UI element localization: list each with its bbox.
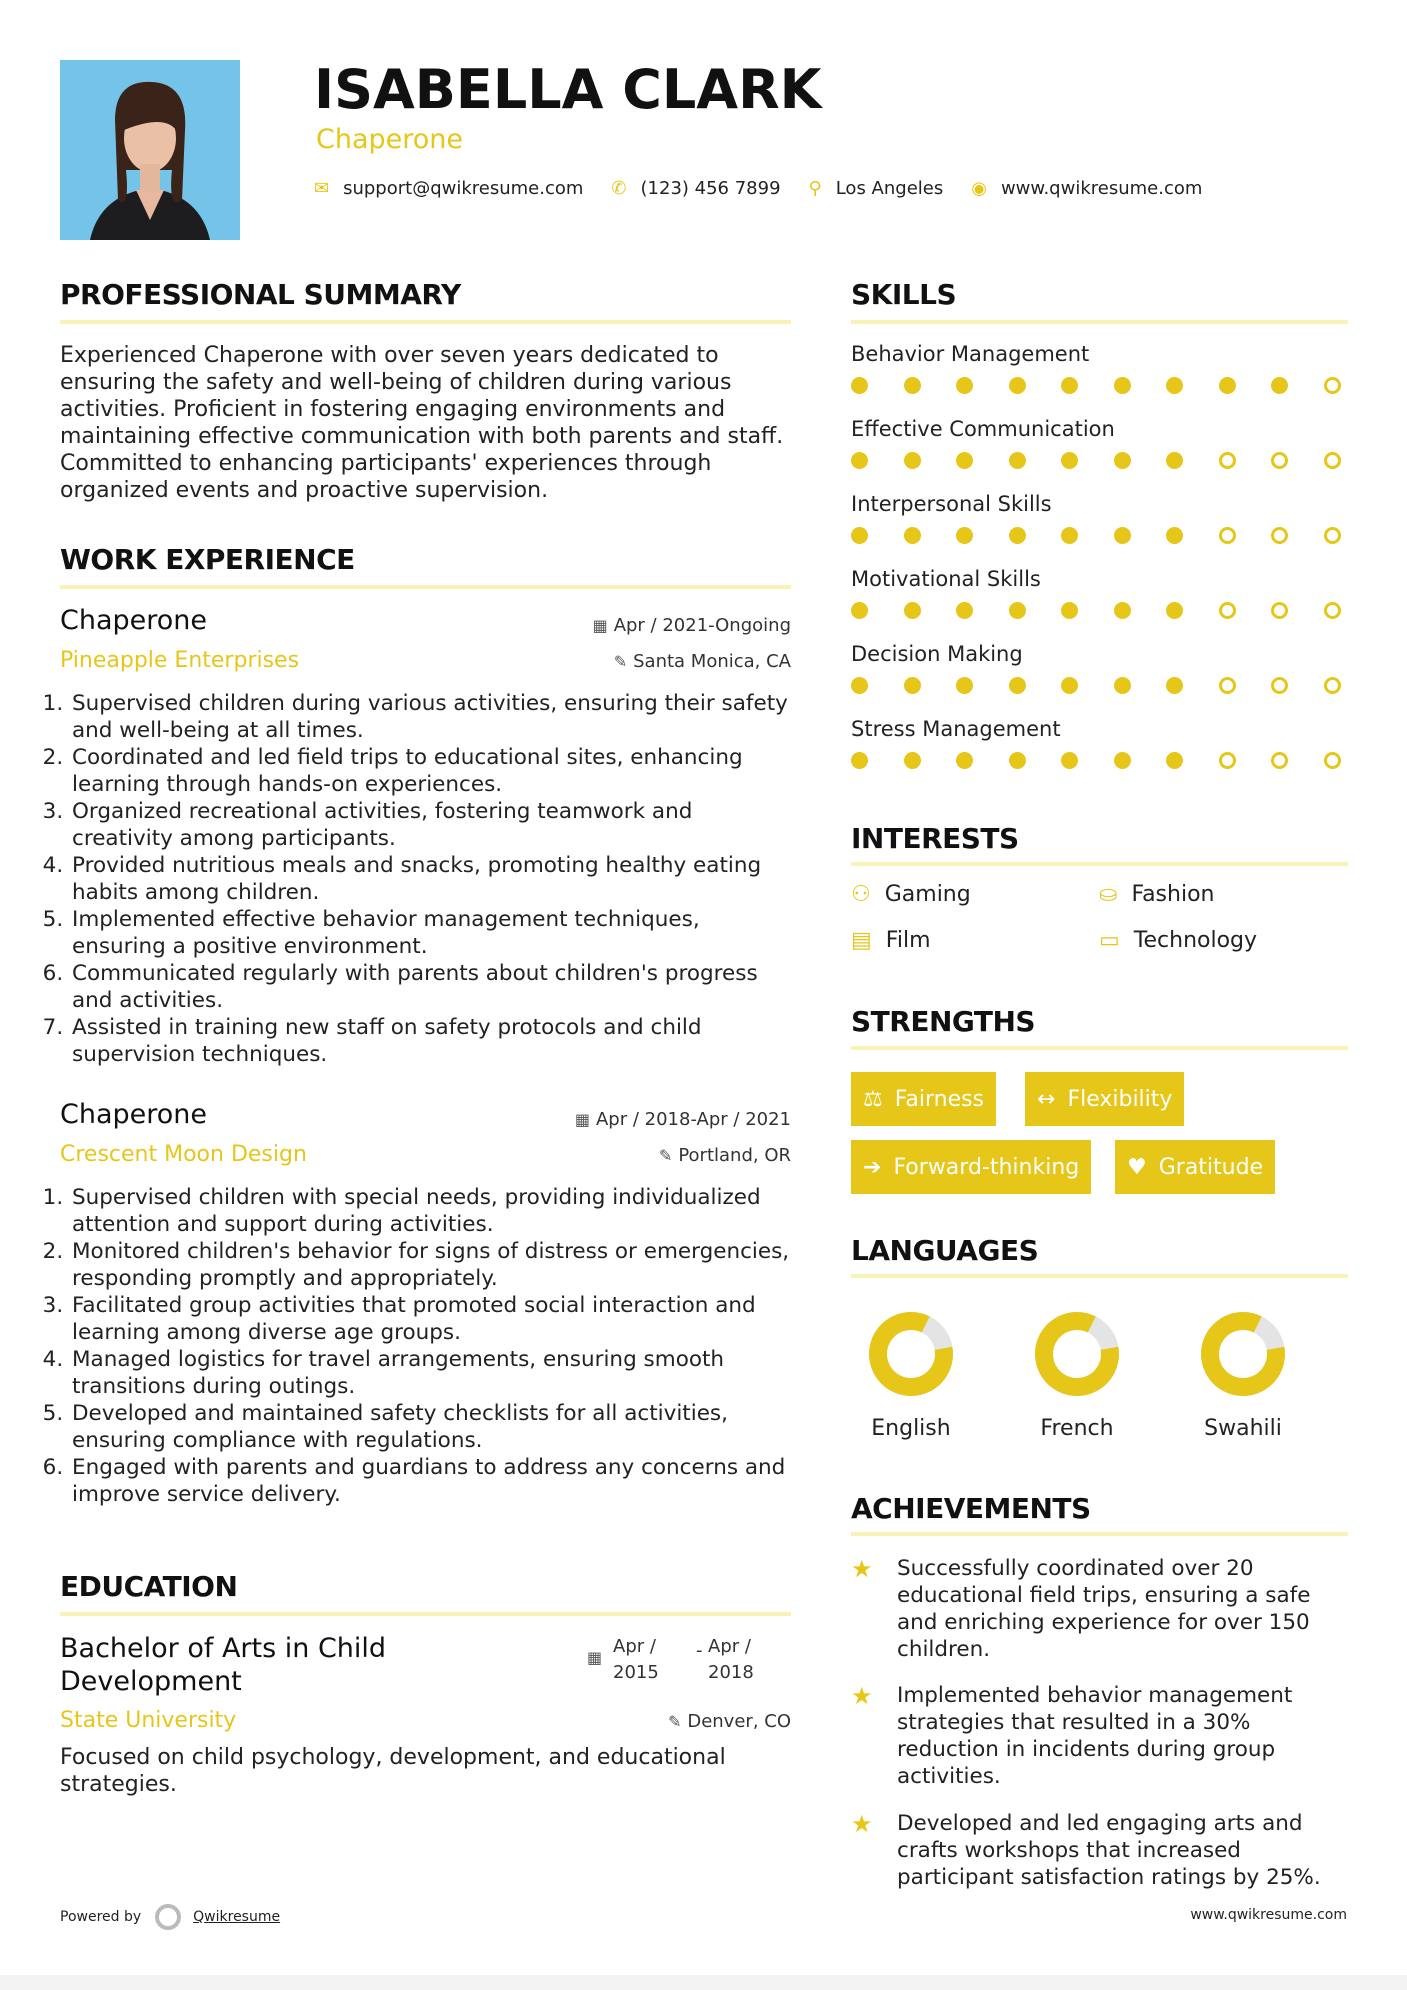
skill-rating xyxy=(851,677,1341,694)
skill-row xyxy=(851,492,1341,544)
list-item: 5. Developed and maintained safety checklists for all activities, ensuring compliance with regulations. xyxy=(70,1400,797,1454)
rating-dot-filled xyxy=(904,602,921,619)
arrows-icon: ↔ xyxy=(1037,1086,1056,1112)
job-location-text: Santa Monica, CA xyxy=(633,651,791,672)
rating-dot-filled xyxy=(1061,452,1078,469)
pin-icon: ✎ xyxy=(613,652,628,671)
footer-brand-link[interactable]: Qwikresume xyxy=(193,1909,281,1925)
job-duties xyxy=(52,1184,797,1508)
rating-dot-empty xyxy=(1271,527,1288,544)
star-icon: ★ xyxy=(851,1810,873,1838)
list-item: 3. Facilitated group activities that promoted social interaction and learning among diverse age groups. xyxy=(70,1292,797,1346)
education-heading: EDUCATION xyxy=(60,1570,238,1603)
rating-dot-filled xyxy=(1061,677,1078,694)
rating-dot-empty xyxy=(1271,452,1288,469)
languages-heading: LANGUAGES xyxy=(851,1234,1039,1267)
section-divider xyxy=(851,320,1348,324)
rating-dot-filled xyxy=(1219,377,1236,394)
contact-bar xyxy=(314,178,1230,199)
interest-label: Technology xyxy=(1133,928,1258,953)
rating-dot-empty xyxy=(1219,527,1236,544)
job-location xyxy=(659,1145,791,1166)
rating-dot-empty xyxy=(1324,677,1341,694)
achievement-item xyxy=(851,1682,1348,1790)
job-dates-text: Apr / 2021-Ongoing xyxy=(613,615,791,636)
strength-badge xyxy=(1115,1140,1275,1194)
language-donut xyxy=(866,1309,956,1399)
skill-row xyxy=(851,717,1341,769)
language-donut xyxy=(1032,1309,1122,1399)
rating-dot-filled xyxy=(851,752,868,769)
interests-heading: INTERESTS xyxy=(851,822,1019,855)
arrow-right-icon: ➔ xyxy=(863,1154,882,1180)
rating-dot-filled xyxy=(1114,452,1131,469)
rating-dot-empty xyxy=(1271,602,1288,619)
achievement-text: Developed and led engaging arts and crafts workshops that increased participant satisfaction ratings by 25%. xyxy=(897,1811,1321,1890)
section-divider xyxy=(60,320,791,324)
laptop-icon: ▭ xyxy=(1099,928,1120,953)
skill-name: Motivational Skills xyxy=(851,567,1041,591)
strengths-heading: STRENGTHS xyxy=(851,1005,1036,1038)
rating-dot-filled xyxy=(1009,452,1026,469)
list-item: 4. Provided nutritious meals and snacks, promoting healthy eating habits among children. xyxy=(70,852,797,906)
powered-by-label: Powered by xyxy=(60,1909,142,1925)
job-company: Pineapple Enterprises xyxy=(60,648,300,673)
list-item: 1. Supervised children during various activities, ensuring their safety and well-being at all times. xyxy=(70,690,797,744)
skill-rating xyxy=(851,527,1341,544)
contact-location: Los Angeles xyxy=(835,178,944,199)
rating-dot-filled xyxy=(1061,527,1078,544)
footer-site[interactable]: www.qwikresume.com xyxy=(1190,1907,1347,1923)
strength-label: Flexibility xyxy=(1067,1086,1173,1112)
rating-dot-filled xyxy=(851,602,868,619)
date-separator: - xyxy=(696,1640,703,1661)
interest-fashion xyxy=(1099,882,1214,907)
map-pin-icon: ⚲ xyxy=(808,178,822,199)
skill-name: Effective Communication xyxy=(851,417,1115,441)
phone-icon: ✆ xyxy=(611,178,627,199)
rating-dot-filled xyxy=(1166,527,1183,544)
degree-title: Bachelor of Arts in Child Development xyxy=(60,1633,387,1697)
star-icon: ★ xyxy=(851,1555,873,1583)
globe-icon: ◉ xyxy=(971,178,987,199)
language-label: Swahili xyxy=(1204,1416,1282,1441)
achievement-text: Implemented behavior management strategies that resulted in a 30% reduction in incidents during group activities. xyxy=(897,1683,1293,1789)
strength-badge xyxy=(851,1072,996,1126)
rating-dot-filled xyxy=(1061,377,1078,394)
rating-dot-empty xyxy=(1219,452,1236,469)
contact-email[interactable]: support@qwikresume.com xyxy=(343,178,584,199)
skill-rating xyxy=(851,752,1341,769)
job-duties xyxy=(52,690,797,1068)
section-divider xyxy=(851,1274,1348,1278)
rating-dot-filled xyxy=(956,452,973,469)
summary-heading: PROFESSIONAL SUMMARY xyxy=(60,278,461,311)
rating-dot-filled xyxy=(1114,377,1131,394)
page-bottom-band xyxy=(0,1975,1407,1990)
language-label: French xyxy=(1040,1416,1114,1441)
rating-dot-filled xyxy=(1166,752,1183,769)
rating-dot-filled xyxy=(1166,452,1183,469)
rating-dot-filled xyxy=(956,677,973,694)
pin-icon: ✎ xyxy=(658,1146,673,1165)
interest-label: Film xyxy=(885,928,931,953)
rating-dot-filled xyxy=(1009,677,1026,694)
skill-rating xyxy=(851,452,1341,469)
rating-dot-empty xyxy=(1324,602,1341,619)
pin-icon: ✎ xyxy=(667,1712,682,1731)
rating-dot-filled xyxy=(1009,377,1026,394)
rating-dot-filled xyxy=(1166,677,1183,694)
strength-label: Fairness xyxy=(894,1086,985,1112)
section-divider xyxy=(851,862,1348,866)
job-dates xyxy=(593,615,791,636)
achievement-item xyxy=(851,1810,1348,1891)
school-name: State University xyxy=(60,1708,237,1733)
list-item: 1. Supervised children with special needs, providing individualized attention and support during activities. xyxy=(70,1184,797,1238)
calendar-icon: ▦ xyxy=(574,1110,590,1129)
summary-text: Experienced Chaperone with over seven years dedicated to ensuring the safety and well-being of children during various activities. Proficient in fostering engaging environments and maintaining effective communication with both parents and staff. Committed to enhancing participants' experiences through organized events and proactive supervision. xyxy=(60,343,784,503)
rating-dot-filled xyxy=(1271,377,1288,394)
interest-technology xyxy=(1099,928,1257,953)
film-icon: ▤ xyxy=(851,928,872,953)
list-item: 7. Assisted in training new staff on safety protocols and child supervision techniques. xyxy=(70,1014,797,1068)
strength-label: Forward-thinking xyxy=(893,1154,1080,1180)
interest-label: Fashion xyxy=(1131,882,1215,907)
skill-name: Decision Making xyxy=(851,642,1023,666)
skill-row xyxy=(851,642,1341,694)
calendar-icon: ▦ xyxy=(587,1648,603,1667)
rating-dot-filled xyxy=(851,452,868,469)
rating-dot-filled xyxy=(1166,377,1183,394)
rating-dot-empty xyxy=(1324,452,1341,469)
interest-label: Gaming xyxy=(884,882,971,907)
strength-label: Gratitude xyxy=(1158,1154,1264,1180)
skill-name: Interpersonal Skills xyxy=(851,492,1052,516)
experience-heading: WORK EXPERIENCE xyxy=(60,543,355,576)
calendar-icon: ▦ xyxy=(592,616,608,635)
rating-dot-filled xyxy=(1114,752,1131,769)
language-donut xyxy=(1198,1309,1288,1399)
skill-name: Behavior Management xyxy=(851,342,1090,366)
envelope-icon: ✉ xyxy=(314,178,330,199)
rating-dot-filled xyxy=(904,452,921,469)
section-divider xyxy=(851,1046,1348,1050)
skill-row xyxy=(851,417,1341,469)
rating-dot-filled xyxy=(956,602,973,619)
list-item: 6. Communicated regularly with parents about children's progress and activities. xyxy=(70,960,797,1014)
list-item: 2. Monitored children's behavior for signs of distress or emergencies, responding promptly and appropriately. xyxy=(70,1238,797,1292)
rating-dot-filled xyxy=(956,527,973,544)
contact-website[interactable]: www.qwikresume.com xyxy=(1000,178,1203,199)
rating-dot-filled xyxy=(904,752,921,769)
education-start: Apr / 2015 xyxy=(613,1636,659,1683)
interest-film xyxy=(851,928,931,953)
rating-dot-filled xyxy=(851,527,868,544)
interest-gaming xyxy=(851,882,971,907)
rating-dot-filled xyxy=(1114,677,1131,694)
rating-dot-filled xyxy=(1061,602,1078,619)
rating-dot-empty xyxy=(1219,677,1236,694)
education-location xyxy=(668,1711,791,1732)
skills-heading: SKILLS xyxy=(851,278,957,311)
strength-badge xyxy=(851,1140,1091,1194)
education-description: Focused on child psychology, development, and educational strategies. xyxy=(60,1745,726,1797)
candidate-title: Chaperone xyxy=(316,124,464,155)
skill-row xyxy=(851,342,1341,394)
skill-rating xyxy=(851,602,1341,619)
bag-icon: ⛀ xyxy=(1099,882,1118,907)
footer-powered-by xyxy=(60,1904,280,1930)
job-dates xyxy=(575,1109,791,1130)
scale-icon: ⚖ xyxy=(863,1086,883,1112)
strength-badge xyxy=(1025,1072,1184,1126)
rating-dot-filled xyxy=(904,677,921,694)
rating-dot-filled xyxy=(956,752,973,769)
list-item: 2. Coordinated and led field trips to educational sites, enhancing learning through hands-on experiences. xyxy=(70,744,797,798)
profile-photo xyxy=(60,60,240,240)
achievement-text: Successfully coordinated over 20 educational field trips, ensuring a safe and enriching experience for over 150 children. xyxy=(897,1556,1311,1662)
education-end: Apr / 2018 xyxy=(708,1636,754,1683)
section-divider xyxy=(851,1532,1348,1536)
rating-dot-filled xyxy=(904,377,921,394)
qwikresume-logo-icon xyxy=(155,1904,181,1930)
rating-dot-filled xyxy=(851,677,868,694)
skill-rating xyxy=(851,377,1341,394)
job-dates-text: Apr / 2018-Apr / 2021 xyxy=(595,1109,791,1130)
list-item: 6. Engaged with parents and guardians to address any concerns and improve service delivery. xyxy=(70,1454,797,1508)
job-location xyxy=(614,651,791,672)
rating-dot-empty xyxy=(1271,677,1288,694)
heart-icon: ♥ xyxy=(1127,1154,1147,1180)
gamepad-icon: ⚇ xyxy=(851,882,871,907)
rating-dot-filled xyxy=(904,527,921,544)
skill-row xyxy=(851,567,1341,619)
rating-dot-filled xyxy=(851,377,868,394)
achievements-heading: ACHIEVEMENTS xyxy=(851,1492,1091,1525)
rating-dot-filled xyxy=(956,377,973,394)
rating-dot-empty xyxy=(1324,752,1341,769)
candidate-name: ISABELLA CLARK xyxy=(314,58,822,121)
achievement-item xyxy=(851,1555,1348,1663)
job-location-text: Portland, OR xyxy=(678,1145,791,1166)
list-item: 5. Implemented effective behavior management techniques, ensuring a positive environment. xyxy=(70,906,797,960)
rating-dot-filled xyxy=(1114,527,1131,544)
skill-name: Stress Management xyxy=(851,717,1061,741)
star-icon: ★ xyxy=(851,1682,873,1710)
list-item: 3. Organized recreational activities, fostering teamwork and creativity among participants. xyxy=(70,798,797,852)
rating-dot-filled xyxy=(1114,602,1131,619)
rating-dot-empty xyxy=(1271,752,1288,769)
rating-dot-filled xyxy=(1009,527,1026,544)
job-title: Chaperone xyxy=(60,1099,208,1130)
rating-dot-filled xyxy=(1009,602,1026,619)
rating-dot-empty xyxy=(1324,377,1341,394)
list-item: 4. Managed logistics for travel arrangements, ensuring smooth transitions during outings. xyxy=(70,1346,797,1400)
rating-dot-empty xyxy=(1219,752,1236,769)
section-divider xyxy=(60,1612,791,1616)
job-company: Crescent Moon Design xyxy=(60,1142,307,1167)
rating-dot-filled xyxy=(1061,752,1078,769)
rating-dot-empty xyxy=(1324,527,1341,544)
rating-dot-filled xyxy=(1009,752,1026,769)
language-label: English xyxy=(871,1416,951,1441)
rating-dot-empty xyxy=(1219,602,1236,619)
job-title: Chaperone xyxy=(60,605,208,636)
section-divider xyxy=(60,585,791,589)
education-location-text: Denver, CO xyxy=(687,1711,791,1732)
contact-phone[interactable]: (123) 456 7899 xyxy=(640,178,781,199)
rating-dot-filled xyxy=(1166,602,1183,619)
